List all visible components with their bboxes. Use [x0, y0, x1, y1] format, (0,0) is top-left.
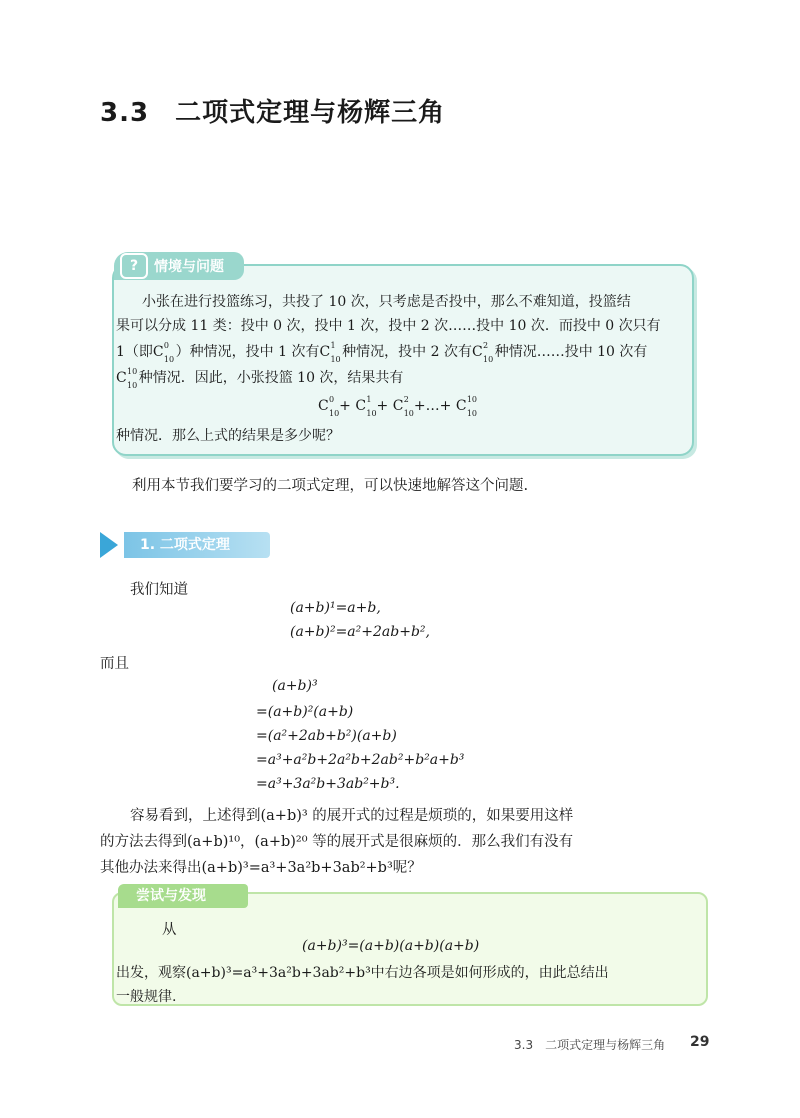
- section-header: [100, 532, 270, 558]
- equation-3-step-3: =a³+a²b+2a²b+2ab²+b²a+b³: [256, 752, 465, 768]
- section-title: 二项式定理与杨辉三角: [175, 98, 446, 128]
- equation-2: (a+b)²=a²+2ab+b²,: [290, 624, 430, 640]
- sum-formula: C 0 10 + C 1 10 + C 2 10 +…+ C 10 10: [318, 395, 477, 418]
- equation-1: (a+b)¹=a+b,: [290, 600, 381, 616]
- try-line-1: 出发，观察(a+b)³=a³+3a²b+3ab²+b³中右边各项是如何形成的，由此总结出: [116, 965, 609, 981]
- section-arrow-icon: [100, 532, 118, 558]
- scenario-line-3: 1（即C 0 10 ）种情况，投中 1 次有C 1 10 种情况，投中 2 次有C 2 10 种情况……投中 10 次有: [116, 341, 648, 364]
- try-discover-tab: 尝试与发现: [118, 884, 248, 908]
- we-know-text: 我们知道: [130, 582, 188, 598]
- scenario-tab: [114, 252, 244, 280]
- paragraph-line-2: 的方法去得到(a+b)¹⁰，(a+b)²⁰ 等的展开式是很麻烦的．那么我们有没有: [100, 834, 574, 850]
- section-label: 1. 二项式定理: [124, 532, 270, 558]
- and-text: 而且: [100, 656, 129, 672]
- page-number: 29: [690, 1034, 710, 1050]
- section-number: 3.3: [100, 98, 150, 128]
- equation-3-lhs: (a+b)³: [272, 678, 318, 694]
- running-footer: 3.3 二项式定理与杨辉三角: [514, 1038, 666, 1052]
- paragraph-line-1: 容易看到，上述得到(a+b)³ 的展开式的过程是烦琐的，如果要用这样: [130, 808, 574, 824]
- scenario-last-line: 种情况．那么上式的结果是多少呢？: [116, 428, 340, 444]
- equation-3-step-4: =a³+3a²b+3ab²+b³.: [256, 776, 400, 792]
- question-icon: ?: [120, 253, 148, 279]
- page-title: [100, 92, 445, 129]
- try-line-2: 一般规律.: [116, 989, 177, 1005]
- paragraph-line-3: 其他办法来得出(a+b)³=a³+3a²b+3ab²+b³呢？: [100, 860, 422, 876]
- scenario-line-1: 小张在进行投篮练习，共投了 10 次，只考虑是否投中，那么不难知道，投篮结: [142, 294, 631, 310]
- equation-3-step-2: =(a²+2ab+b²)(a+b): [256, 728, 397, 744]
- try-formula: (a+b)³=(a+b)(a+b)(a+b): [302, 938, 480, 954]
- scenario-line-4: C 10 10 种情况．因此，小张投篮 10 次，结果共有: [116, 367, 404, 390]
- intro-text: 利用本节我们要学习的二项式定理，可以快速地解答这个问题.: [132, 478, 529, 494]
- scenario-tab-label: 情境与问题: [154, 259, 224, 275]
- try-from-text: 从: [162, 922, 177, 938]
- scenario-line-2: 果可以分成 11 类：投中 0 次，投中 1 次，投中 2 次……投中 10 次．而投中 0 次只有: [116, 318, 661, 334]
- equation-3-step-1: =(a+b)²(a+b): [256, 704, 354, 720]
